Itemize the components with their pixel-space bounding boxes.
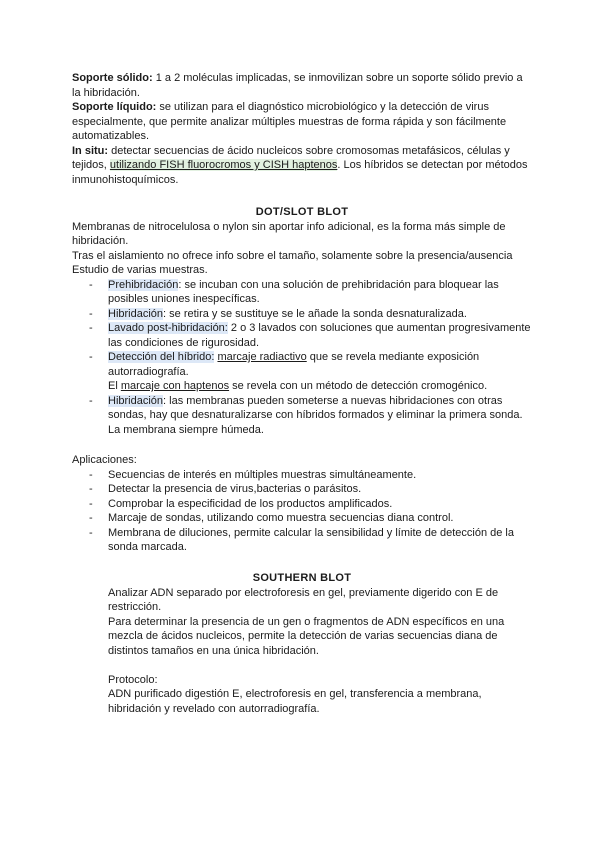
list-item: - Prehibridación: se incuban con una solución de prehibridación para bloquear las posibles uniones inespecíficas. [72,278,532,307]
list-item: - Secuencias de interés en múltiples muestras simultáneamente. [72,468,532,483]
dot-para-2: Tras el aislamiento no ofrece info sobre el tamaño, solamente sobre la presencia/ausencia [72,249,513,262]
list-item: - Hibridación: las membranas pueden someterse a nuevas hibridaciones con otras sondas, hay que desnaturalizarse con híbridos formados y eliminar la primera sonda. La membrana siempre húmeda. [72,394,532,438]
dot-slot-title: DOT/SLOT BLOT [255,206,349,218]
list-item: - Comprobar la especificidad de los productos amplificados. [72,497,532,512]
aplicaciones-list [72,468,532,555]
list-item: - Membrana de diluciones, permite calcular la sensibilidad y límite de detección de la sonda marcada. [72,526,532,555]
list-item: - Marcaje de sondas, utilizando como muestra secuencias diana control. [72,511,532,526]
soporte-solido-paragraph: Soporte sólido: 1 a 2 moléculas implicadas, se inmovilizan sobre un soporte sólido previo a la hibridación. [72,72,523,99]
dot-steps-list [72,278,532,380]
soporte-liquido-paragraph: Soporte líquido: se utilizan para el diagnóstico microbiológico y la detección de virus especialmente, que permite analizar múltiples muestras de forma rápida y son fácilmente automatizables. [72,101,507,142]
list-item: - Hibridación: se retira y se sustituye se le añade la sonda desnaturalizada. [72,307,532,322]
dot-para-3: Estudio de varias muestras. [72,264,208,276]
list-item: - Detectar la presencia de virus,bacterias o parásitos. [72,482,532,497]
aplicaciones-section [72,453,532,555]
aplicaciones-heading: Aplicaciones: [72,454,137,466]
southern-title: SOUTHERN BLOT [252,572,352,584]
dot-steps-list-2 [72,394,532,438]
intro-section [72,71,532,187]
list-item: - Detección del híbrido: marcaje radiactivo que se revela mediante exposición autorradiografía. [72,350,532,379]
dot-para-1: Membranas de nitrocelulosa o nylon sin aportar info adicional, es la forma más simple de hibridación. [72,220,506,247]
southern-para-1: Analizar ADN separado por electroforesis en gel, previamente digerido con E de restricción. [108,586,499,613]
haptenos-subline: El marcaje con haptenos se revela con un método de detección cromogénico. [108,380,488,392]
protocol-text: ADN purificado digestión E, electroforesis en gel, transferencia a membrana, hibridación y revelado con autorradiografía. [108,688,482,715]
list-item: - Lavado post-hibridación: 2 o 3 lavados con soluciones que aumentan progresivamente las condiciones de rigurosidad. [72,321,532,350]
fish-cish-highlight: utilizando FISH fluorocromos y CISH haptenos [109,159,338,171]
protocol-label: Protocolo: [108,673,158,686]
dot-slot-section [72,205,532,437]
southern-para-2: Para determinar la presencia de un gen o fragmentos de ADN específicos en una mezcla de ácidos nucleicos, permite la detección de varias secuencias diana de distintos tamaños en una única hibridación. [108,615,505,657]
southern-section [72,571,532,716]
in-situ-paragraph: In situ: detectar secuencias de ácido nucleicos sobre cromosomas metafásicos, células y tejidos, utilizando FISH fluorocromos y CISH haptenos. Los híbridos se detectan por métodos inmunohistoquímicos. [72,144,528,186]
